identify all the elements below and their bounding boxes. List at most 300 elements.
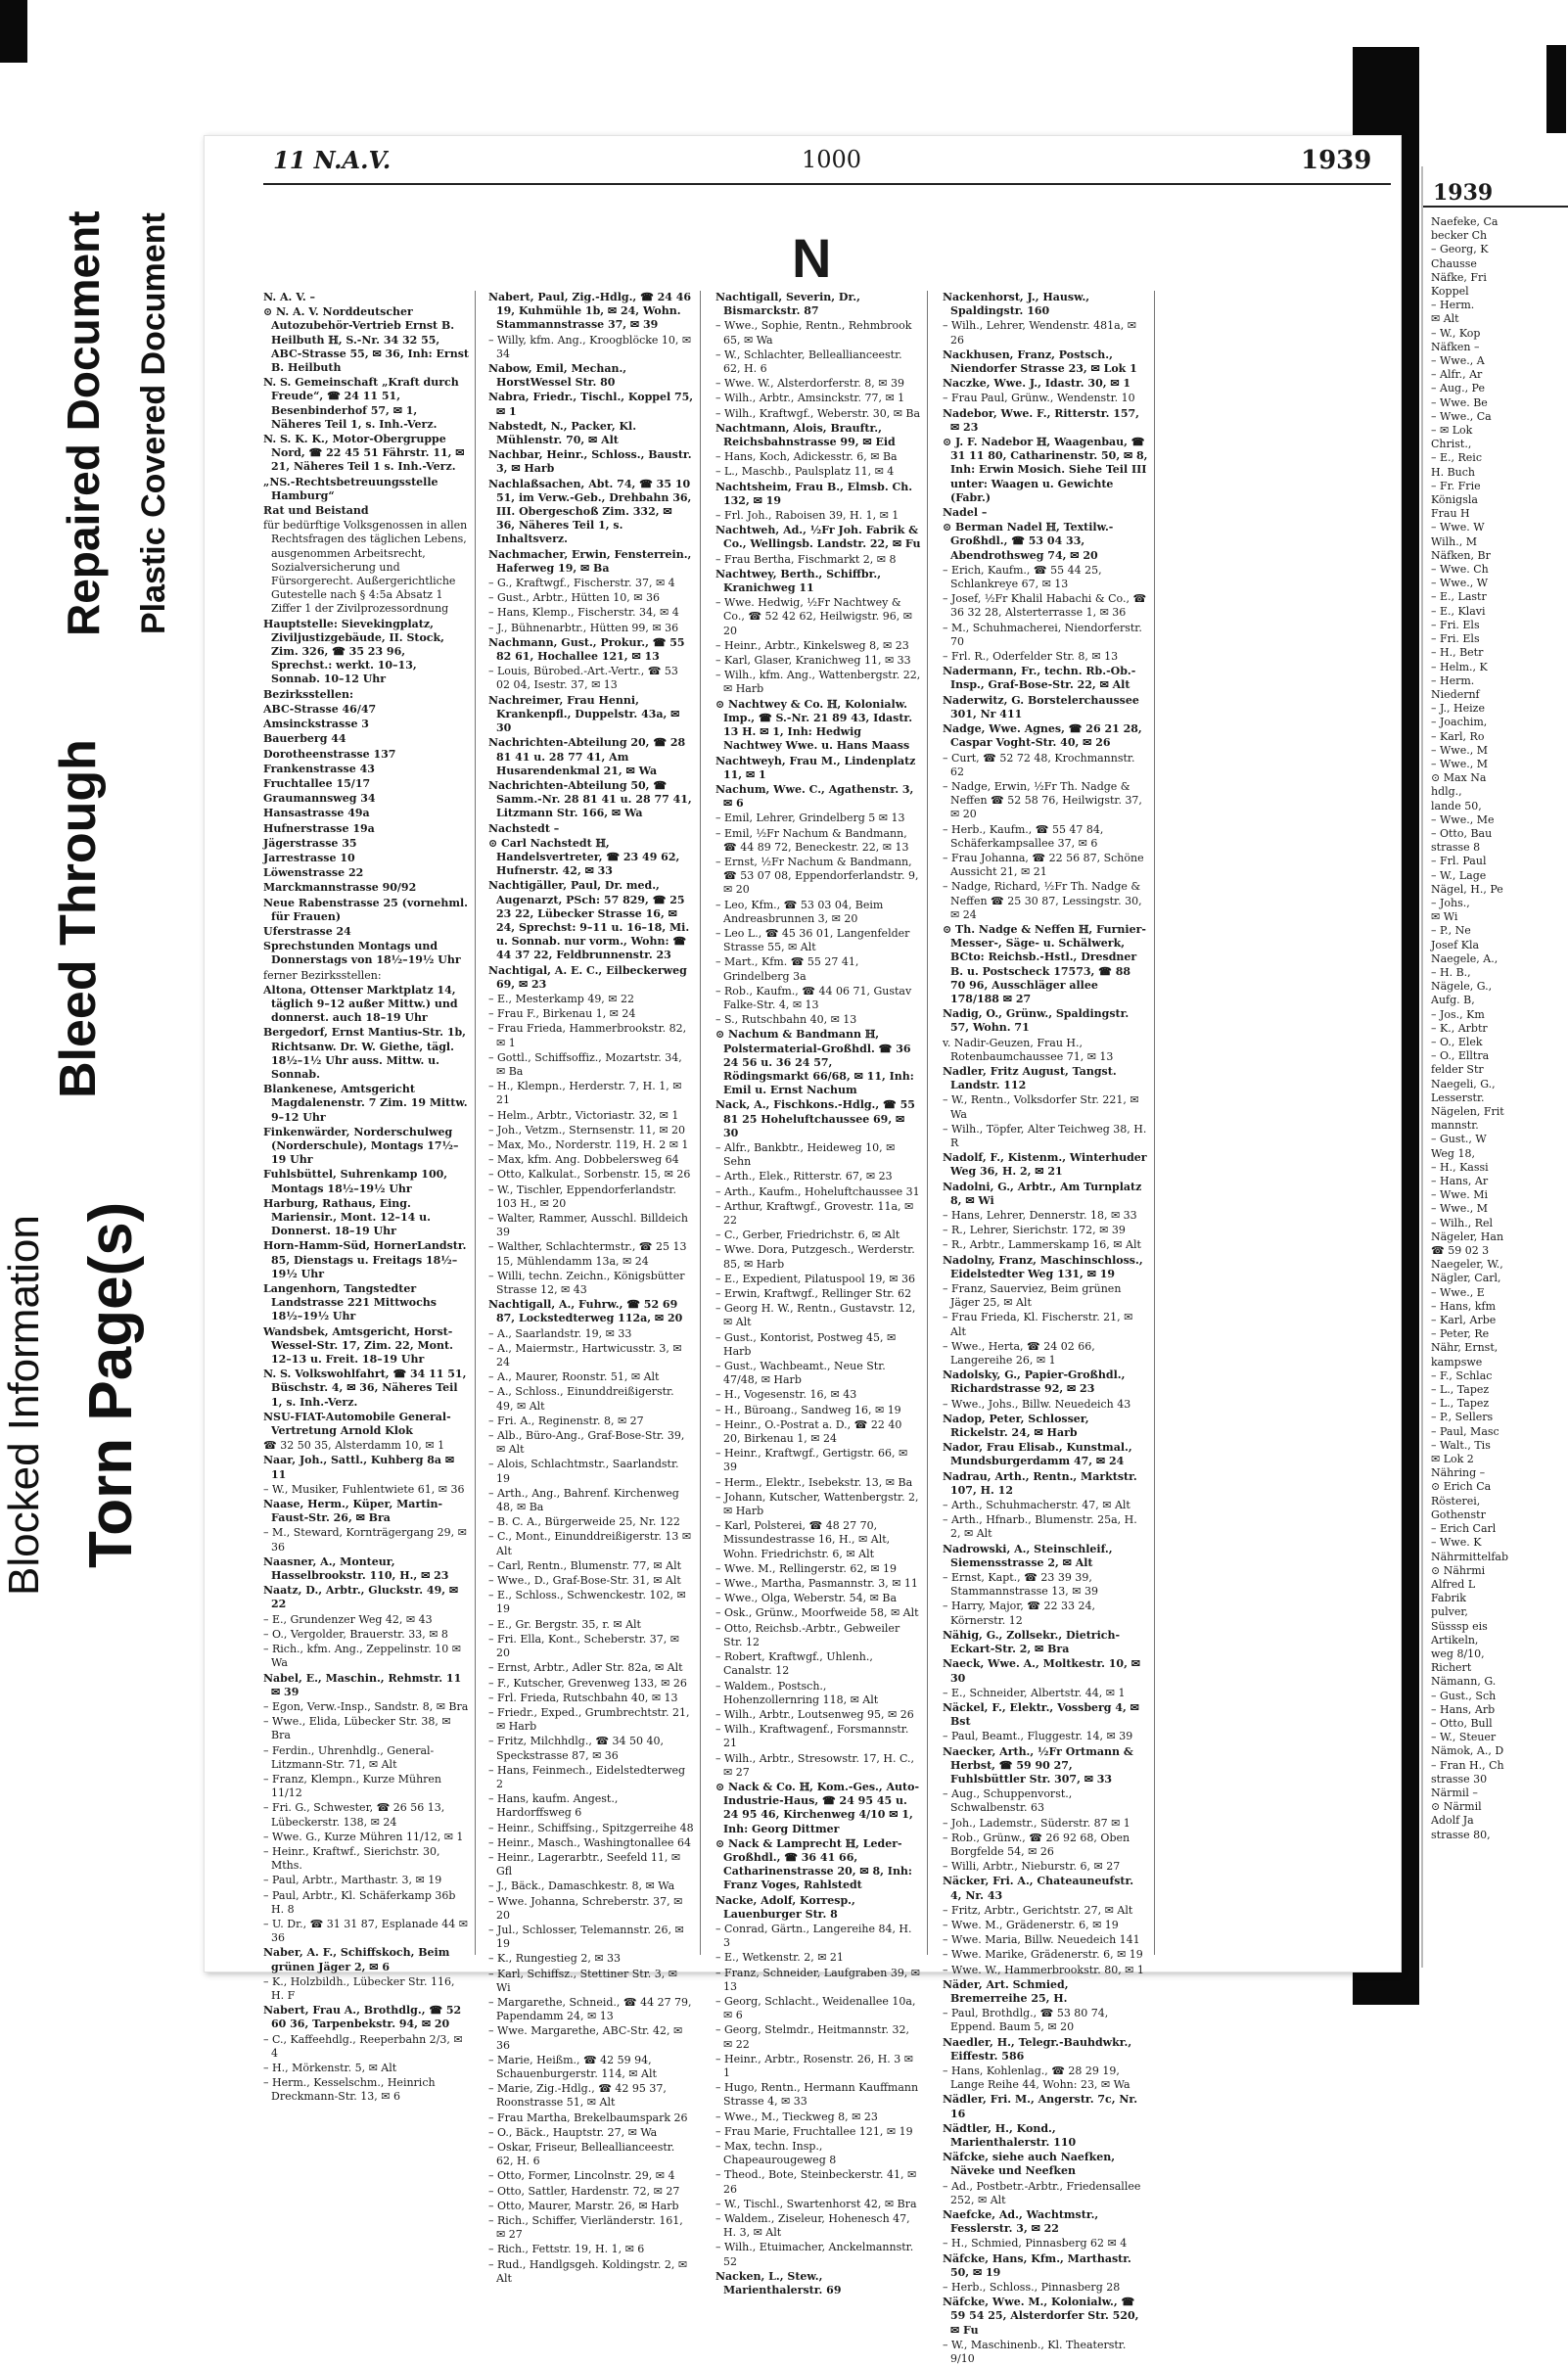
directory-entry: – Wwe. M., Rellingerstr. 62, ✉ 19 bbox=[715, 1561, 898, 1575]
directory-entry: Altona, Ottenser Marktplatz 14, täglich 9–12 außer Mittw.) und donnerst. auch 18–19 Uhr bbox=[263, 983, 458, 1025]
directory-entry: – Osk., Grünw., Moorfweide 58, ✉ Alt bbox=[715, 1606, 919, 1620]
directory-entry: – Egon, Verw.-Insp., Sandstr. 8, ✉ Bra bbox=[263, 1699, 469, 1713]
directory-entry: v. Nadir-Geuzen, Frau H., Rotenbaumchaussee 71, ✉ 13 bbox=[943, 1036, 1114, 1063]
directory-entry: Nachtweyh, Frau M., Lindenplatz 11, ✉ 1 bbox=[715, 754, 916, 781]
directory-entry: Nadig, O., Grünw., Spaldingstr. 57, Wohn. 71 bbox=[943, 1007, 1130, 1035]
directory-entry: – Arth., Hfnarb., Blumenstr. 25a, H. 2, ✉ Alt bbox=[943, 1513, 1137, 1541]
directory-entry: Nador, Frau Elisab., Kunstmal., Mundsburgerdamm 47, ✉ 24 bbox=[943, 1441, 1132, 1468]
directory-entry: Nadge, Wwe. Agnes, ☎ 26 21 28, Caspar Voght-Str. 40, ✉ 26 bbox=[943, 722, 1142, 750]
facing-page-entry: – Frl. Paul bbox=[1431, 855, 1487, 868]
facing-page-entry: – Fr. Frie bbox=[1431, 479, 1481, 492]
facing-page-entry: – Hans, kfm bbox=[1431, 1299, 1497, 1313]
directory-entry: – M., Schuhmacherei, Niendorferstr. 70 bbox=[943, 621, 1142, 648]
directory-entry: – Arth., Schuhmacherstr. 47, ✉ Alt bbox=[943, 1499, 1130, 1512]
directory-entry: Näcker, Fri. A., Chateauneufstr. 4, Nr. 43 bbox=[943, 1875, 1134, 1902]
directory-entry: – Friedr., Exped., Grumbrechtstr. 21, ✉ Harb bbox=[488, 1705, 690, 1734]
directory-entry: Naar, Joh., Sattl., Kuhberg 8a ✉ 11 bbox=[263, 1454, 455, 1481]
directory-entry: – Jul., Schlosser, Telemannstr. 26, ✉ 19 bbox=[488, 1923, 684, 1951]
directory-entry: N. A. V. – bbox=[263, 291, 315, 303]
directory-entry: – U. Dr., ☎ 31 31 87, Esplanade 44 ✉ 36 bbox=[263, 1917, 468, 1945]
directory-entry: – E., Grundenzer Weg 42, ✉ 43 bbox=[263, 1612, 433, 1626]
blocked-information-label: Blocked Information bbox=[0, 1215, 48, 1596]
facing-page-entry: Nämok, A., D bbox=[1431, 1744, 1504, 1758]
directory-entry: – Herm., Kesselschm., Heinrich Dreckmann-Str. 13, ✉ 6 bbox=[263, 2076, 436, 2104]
directory-entry: Naczke, Wwe. J., Idastr. 30, ✉ 1 bbox=[943, 377, 1131, 391]
facing-page-entry: – H. B., bbox=[1431, 965, 1471, 979]
directory-entry: Finkenwärder, Norderschulweg (Norderschule), Montags 17½–19 Uhr bbox=[263, 1125, 459, 1167]
directory-entry: – M., Steward, Kornträgergang 29, ✉ 36 bbox=[263, 1526, 467, 1554]
directory-entry: – Willy, kfm. Ang., Kroogblöcke 10, ✉ 34 bbox=[488, 333, 692, 360]
facing-page-entry: Weg 18, bbox=[1431, 1146, 1475, 1160]
directory-entry: – Franz, Schneider, Laufgraben 39, ✉ 13 bbox=[715, 1966, 921, 1993]
directory-entry: Nachrichten-Abteilung 50, ☎ Samm.-Nr. 28 81 41 u. 28 77 41, Litzmann Str. 166, ✉ Wa bbox=[488, 778, 692, 820]
directory-entry: – Fri. Ella, Kont., Scheberstr. 37, ✉ 20 bbox=[488, 1632, 679, 1660]
directory-entry: Nadebor, Wwe. F., Ritterstr. 157, ✉ 23 bbox=[943, 406, 1140, 434]
directory-entry: Nädler, Fri. M., Angerstr. 7c, Nr. 16 bbox=[943, 2093, 1138, 2120]
directory-entry: N. S. Gemeinschaft „Kraft durch Freude“, ☎ 24 11 51, Besenbinderhof 57, ✉ 1, Näheres Teil 1, s. Inh.-Verz. bbox=[263, 376, 459, 431]
directory-entry: – F., Kutscher, Grevenweg 133, ✉ 26 bbox=[488, 1676, 687, 1690]
facing-page-entry: Nähr, Ernst, bbox=[1431, 1341, 1499, 1355]
directory-entry: Nachstedt – bbox=[488, 821, 560, 835]
directory-entry: für bedürftige Volksgenossen in allen Rechtsfragen des täglichen Lebens, ausgenommen Arbeitsrecht, Sozialversicherung und Fürsorgerecht. Außergerichtliche Gutestelle nach § 4:5a Absatz 1 Ziffer 1 der Zivilprozessordnung bbox=[263, 519, 468, 616]
directory-entry: – Wwe. Marike, Grädenerstr. 6, ✉ 19 bbox=[943, 1948, 1143, 1962]
directory-entry: Nachtwey, Berth., Schiffbr., Kranichweg 11 bbox=[715, 567, 882, 595]
facing-page-entry: – Karl, Arbe bbox=[1431, 1314, 1497, 1327]
facing-page-entry: – Wwe. Mi bbox=[1431, 1188, 1489, 1202]
facing-page-entry: Näfken, Br bbox=[1431, 548, 1491, 562]
directory-entry: Nachlaßsachen, Abt. 74, ☎ 35 10 51, im Verw.-Geb., Drehbahn 36, III. Obergeschoß Zim. 332, ✉ 36, Näheres Teil 1, s. Inhaltsverz. bbox=[488, 477, 692, 546]
directory-entry: – Paul, Brothdlg., ☎ 53 80 74, Eppend. Baum 5, ✉ 20 bbox=[943, 2007, 1109, 2034]
directory-entry: – H., Klempn., Herderstr. 7, H. 1, ✉ 21 bbox=[488, 1080, 682, 1107]
facing-page-entry: – Peter, Re bbox=[1431, 1327, 1490, 1341]
directory-entry: – Nadge, Erwin, ½Fr Th. Nadge & Neffen ☎ 52 58 76, Heilwigstr. 37, ✉ 20 bbox=[943, 779, 1142, 821]
directory-entry: – Georg H. W., Rentn., Gustavstr. 12, ✉ Alt bbox=[715, 1302, 916, 1329]
directory-entry: – Paul, Arbtr., Kl. Schäferkamp 36b H. 8 bbox=[263, 1888, 456, 1916]
directory-entry: Rat und Beistand bbox=[263, 504, 369, 518]
facing-page-entry: – Paul, Masc bbox=[1431, 1424, 1499, 1438]
directory-entry: Nachtweh, Ad., ½Fr Joh. Fabrik & Co., Wellingsb. Landstr. 22, ✉ Fu bbox=[715, 524, 921, 551]
directory-entry: – Hugo, Rentn., Hermann Kauffmann Strasse 4, ✉ 33 bbox=[715, 2081, 919, 2109]
directory-entry: – Frau Frieda, Kl. Fischerstr. 21, ✉ Alt bbox=[943, 1311, 1133, 1338]
facing-page-entry: – Wwe. K bbox=[1431, 1536, 1482, 1550]
facing-page-entry: – Wilh., Rel bbox=[1431, 1216, 1494, 1229]
directory-entry: – Gottl., Schiffsoffiz., Mozartstr. 34, ✉ Ba bbox=[488, 1050, 682, 1078]
directory-entry: Hansastrasse 49a bbox=[263, 807, 370, 820]
directory-entry: Nadolni, G., Arbtr., Am Turnplatz 8, ✉ Wi bbox=[943, 1180, 1142, 1207]
torn-pages-label: Torn Page(s) bbox=[77, 1201, 145, 1568]
facing-page-entry: – W., Steuer bbox=[1431, 1731, 1497, 1744]
directory-entry: – Arth., Ang., Bahrenf. Kirchenweg 48, ✉ Ba bbox=[488, 1486, 679, 1514]
directory-entry: – O., Vergolder, Brauerstr. 33, ✉ 8 bbox=[263, 1627, 448, 1641]
directory-entry: – Hans, Lehrer, Dennerstr. 18, ✉ 33 bbox=[943, 1209, 1137, 1222]
directory-entry: Naefcke, Ad., Wachtmstr., Fesslerstr. 3, ✉ 22 bbox=[943, 2208, 1099, 2236]
directory-entry: ⊙ Th. Nadge & Neffen ℍ, Furnier-Messer-, Säge- u. Schälwerk, BCto: Reichsb.-Hstl., Dresdner B. u. Postscheck 17573, ☎ 88 70 96, Ausschläger allee 178/188 ✉ 27 bbox=[943, 922, 1146, 1005]
directory-entry: Nachmacher, Erwin, Fensterrein., Haferweg 19, ✉ Ba bbox=[488, 547, 692, 575]
facing-page-entry: – W., Kop bbox=[1431, 326, 1481, 340]
directory-entry: – Heinr., Arbtr., Kinkelsweg 8, ✉ 23 bbox=[715, 638, 909, 652]
facing-page-entry: Koppel bbox=[1431, 285, 1469, 299]
directory-entry: – K., Rungestieg 2, ✉ 33 bbox=[488, 1952, 622, 1966]
facing-page-entry: Näfke, Fri bbox=[1431, 270, 1487, 284]
facing-page-entry: Frau H bbox=[1431, 507, 1470, 521]
directory-entry: – Herb., Schloss., Pinnasberg 28 bbox=[943, 2281, 1121, 2295]
directory-entry: – O., Bäck., Hauptstr. 27, ✉ Wa bbox=[488, 2125, 658, 2139]
directory-entry: Naedler, H., Telegr.-Bauhdwkr., Eiffestr. 586 bbox=[943, 2035, 1132, 2063]
directory-entry: Nähig, G., Zollsekr., Dietrich-Eckart-Str. 2, ✉ Bra bbox=[943, 1628, 1121, 1656]
directory-entry: – W., Schlachter, Belleallianceestr. 62, H. 6 bbox=[715, 348, 902, 376]
directory-entry: Nadel – bbox=[943, 506, 988, 520]
facing-page-entry: ✉ Wi bbox=[1431, 910, 1458, 924]
directory-entry: ⊙ Carl Nachstedt ℍ, Handelsvertreter, ☎ 23 49 62, Hufnerstr. 42, ✉ 33 bbox=[488, 836, 680, 878]
directory-entry: – W., Maschinenb., Kl. Theaterstr. 9/10 bbox=[943, 2338, 1127, 2366]
directory-entry: Marckmannstrasse 90/92 bbox=[263, 881, 417, 895]
facing-page-entry: – H., Betr bbox=[1431, 646, 1484, 660]
directory-entry: Nachmann, Gust., Prokur., ☎ 55 82 61, Hochallee 121, ✉ 13 bbox=[488, 635, 685, 664]
directory-entry: – E., Expedient, Pilatuspool 19, ✉ 36 bbox=[715, 1272, 916, 1285]
directory-entry: Nabra, Friedr., Tischl., Koppel 75, ✉ 1 bbox=[488, 391, 694, 418]
directory-entry: – Waldem., Ziseleur, Hohenesch 47, H. 3, ✉ Alt bbox=[715, 2212, 910, 2240]
directory-entry: – G., Kraftwgf., Fischerstr. 37, ✉ 4 bbox=[488, 577, 675, 590]
directory-entry: – Karl, Schiffsz., Stettiner Str. 3, ✉ Wi bbox=[488, 1967, 677, 1994]
directory-entry: – Wilh., Arbtr., Stresowstr. 17, H. C., ✉ 27 bbox=[715, 1751, 915, 1779]
facing-page-rule bbox=[1423, 206, 1568, 208]
directory-entry: – Ernst, ½Fr Nachum & Bandmann, ☎ 53 07 08, Eppendorferlandstr. 9, ✉ 20 bbox=[715, 855, 919, 897]
directory-entry: – H., Mörkenstr. 5, ✉ Alt bbox=[263, 2061, 397, 2074]
facing-page-entry: Nägele, G., bbox=[1431, 980, 1493, 994]
directory-entry: Bezirksstellen: bbox=[263, 687, 354, 701]
facing-page-entry: – Hans, Ar bbox=[1431, 1175, 1489, 1188]
directory-entry: Nachtsheim, Frau B., Elmsb. Ch. 132, ✉ 19 bbox=[715, 480, 913, 507]
directory-entry: – C., Mont., Einunddreißigerstr. 13 ✉ Alt bbox=[488, 1530, 692, 1557]
facing-page-entry: – Jos., Km bbox=[1431, 1007, 1485, 1021]
directory-entry: Löwenstrasse 22 bbox=[263, 866, 364, 880]
facing-page-entry: lande 50, bbox=[1431, 799, 1482, 812]
directory-entry: – Rud., Handlgsgeh. Koldingstr. 2, ✉ Alt bbox=[488, 2257, 688, 2285]
directory-entry: ⊙ Berman Nadel ℍ, Textilw.-Großhdl., ☎ 53 04 33, Abendrothsweg 74, ✉ 20 bbox=[943, 521, 1114, 562]
directory-entry: – Heinr., O.-Postrat a. D., ☎ 22 40 20, Birkenau 1, ✉ 24 bbox=[715, 1417, 902, 1446]
directory-entry: – Aug., Schuppenvorst., Schwalbenstr. 63 bbox=[943, 1787, 1073, 1815]
directory-entry: – Oskar, Friseur, Belleallianceestr. 62, H. 6 bbox=[488, 2141, 675, 2168]
facing-page-entry: – Joachim, bbox=[1431, 716, 1488, 729]
directory-entry: – Wwe., Herta, ☎ 24 02 66, Langereihe 26, ✉ 1 bbox=[943, 1339, 1095, 1368]
directory-entry: – Wwe. M., Grädenerstr. 6, ✉ 19 bbox=[943, 1918, 1119, 1931]
directory-entry: Nabstedt, N., Packer, Kl. Mühlenstr. 70, ✉ Alt bbox=[488, 419, 637, 447]
directory-entry: Näckel, F., Elektr., Vossberg 4, ✉ Bst bbox=[943, 1700, 1139, 1729]
directory-entry: – W., Musiker, Fuhlentwiete 61, ✉ 36 bbox=[263, 1482, 465, 1496]
directory-entry: – Wwe. Dora, Putzgesch., Werderstr. 85, ✉ Harb bbox=[715, 1243, 915, 1271]
directory-entry: – Helm., Arbtr., Victoriastr. 32, ✉ 1 bbox=[488, 1108, 679, 1122]
directory-entry: – Wwe., Martha, Pasmannstr. 3, ✉ 11 bbox=[715, 1577, 918, 1591]
directory-entry: Nadolsky, G., Papier-Großhdl., Richardstrasse 92, ✉ 23 bbox=[943, 1369, 1126, 1396]
facing-page-entry: ⊙ Erich Ca bbox=[1431, 1480, 1492, 1494]
directory-entry: – Otto, Sattler, Hardenstr. 72, ✉ 27 bbox=[488, 2184, 680, 2198]
facing-page-entry: – O., Elltra bbox=[1431, 1049, 1490, 1063]
directory-entry: ⊙ Nachtwey & Co. ℍ, Kolonialw. Imp., ☎ S.-Nr. 21 89 43, Idastr. 13 H. ✉ 1, Inh: Hedwig Nachtwey Wwe. u. Hans Maass bbox=[715, 697, 913, 753]
facing-page-entry: Gothenstr bbox=[1431, 1508, 1486, 1521]
directory-entry: – Conrad, Gärtn., Langereihe 84, H. 3 bbox=[715, 1922, 912, 1950]
directory-entry: – C., Kaffeehdlg., Reeperbahn 2/3, ✉ 4 bbox=[263, 2032, 463, 2060]
facing-page-year: 1939 bbox=[1433, 180, 1494, 206]
directory-entry: – Otto, Kalkulat., Sorbenstr. 15, ✉ 26 bbox=[488, 1168, 691, 1182]
directory-entry: – Frau Martha, Brekelbaumspark 26 bbox=[488, 2111, 688, 2124]
facing-page-entry: – Aug., Pe bbox=[1431, 382, 1485, 395]
facing-page-entry: – Otto, Bau bbox=[1431, 826, 1493, 840]
facing-page-entry: – J., Heize bbox=[1431, 702, 1485, 716]
facing-page-entry: – E., Klavi bbox=[1431, 604, 1486, 618]
column-2 bbox=[488, 291, 701, 2285]
directory-entry: – Willi, techn. Zeichn., Königsbütter Strasse 12, ✉ 43 bbox=[488, 1269, 685, 1297]
directory-entry: Nackhusen, Franz, Postsch., Niendorfer Strasse 23, ✉ Lok 1 bbox=[943, 348, 1137, 376]
directory-entry: – Rob., Kaufm., ☎ 44 06 71, Gustav Falke-Str. 4, ✉ 13 bbox=[715, 984, 912, 1011]
facing-page-entry: – E., Lastr bbox=[1431, 590, 1487, 604]
directory-entry: – Waldem., Postsch., Hohenzollernring 118, ✉ Alt bbox=[715, 1679, 879, 1706]
directory-entry: – Otto, Maurer, Marstr. 26, ✉ Harb bbox=[488, 2199, 679, 2212]
facing-page-entry: Nägelen, Frit bbox=[1431, 1105, 1504, 1118]
directory-entry: – Wwe., Elida, Lübecker Str. 38, ✉ Bra bbox=[263, 1715, 451, 1742]
facing-page-entry: Naegeli, G., bbox=[1431, 1077, 1496, 1090]
directory-entry: Nachtigal, A. E. C., Eilbeckerweg 69, ✉ 23 bbox=[488, 963, 687, 991]
directory-entry: – Gust., Kontorist, Postweg 45, ✉ Harb bbox=[715, 1330, 897, 1358]
facing-page-entry: – Fri. Els bbox=[1431, 632, 1480, 646]
scan-border-right bbox=[1546, 45, 1566, 133]
facing-page-entry: Nägeler, Han bbox=[1431, 1229, 1504, 1243]
facing-page-entry: Lesserstr. bbox=[1431, 1090, 1485, 1104]
facing-page-entry: ✉ Lok 2 bbox=[1431, 1453, 1474, 1466]
facing-page-entry: – Gust., W bbox=[1431, 1133, 1487, 1146]
directory-entry: – Heinr., Masch., Washingtonallee 64 bbox=[488, 1835, 691, 1849]
directory-entry: Fuhlsbüttel, Suhrenkamp 100, Montags 18½–19½ Uhr bbox=[263, 1168, 448, 1195]
facing-page-entry: – Fran H., Ch bbox=[1431, 1758, 1504, 1772]
directory-entry: Nacken, L., Stew., Marienthalerstr. 69 bbox=[715, 2269, 842, 2297]
directory-entry: – L., Maschb., Paulsplatz 11, ✉ 4 bbox=[715, 465, 895, 479]
directory-entry: Bauerberg 44 bbox=[263, 732, 346, 746]
directory-entry: – Wilh., Lehrer, Wendenstr. 481a, ✉ 26 bbox=[943, 319, 1136, 347]
directory-entry: – A., Maiermstr., Hartwicusstr. 3, ✉ 24 bbox=[488, 1341, 682, 1369]
directory-entry: – Herm., Elektr., Isebekstr. 13, ✉ Ba bbox=[715, 1475, 913, 1489]
facing-page-entry: H. Buch bbox=[1431, 465, 1475, 479]
directory-entry: – Frau Bertha, Fischmarkt 2, ✉ 8 bbox=[715, 552, 897, 566]
directory-entry: Naeck, Wwe. A., Moltkestr. 10, ✉ 30 bbox=[943, 1657, 1140, 1685]
header-rule bbox=[263, 183, 1391, 185]
directory-entry: – Wilh., Kraftwagenf., Forsmannstr. 21 bbox=[715, 1723, 909, 1750]
facing-page-entry: – ✉ Lok bbox=[1431, 424, 1473, 438]
directory-entry: – Marie, Zig.-Hdlg., ☎ 42 95 37, Roonstrasse 51, ✉ Alt bbox=[488, 2082, 667, 2110]
directory-entry: – Wilh., kfm. Ang., Wattenbergstr. 22, ✉ Harb bbox=[715, 669, 921, 696]
bleed-through-label: Bleed Through bbox=[50, 739, 107, 1098]
directory-entry: – Ernst, Arbtr., Adler Str. 82a, ✉ Alt bbox=[488, 1661, 683, 1675]
directory-entry: – Frl. Joh., Raboisen 39, H. 1, ✉ 1 bbox=[715, 509, 899, 523]
directory-entry: – J., Bäck., Damaschkestr. 8, ✉ Wa bbox=[488, 1879, 675, 1893]
directory-entry: – Emil, Lehrer, Grindelberg 5 ✉ 13 bbox=[715, 812, 905, 825]
directory-entry: – Margarethe, Schneid., ☎ 44 27 79, Papendamm 24, ✉ 13 bbox=[488, 1995, 692, 2023]
directory-entry: – Karl, Polsterei, ☎ 48 27 70, Missundestrasse 16, H., ✉ Alt, Wohn. Friedrichstr. 6, ✉ Alt bbox=[715, 1519, 891, 1560]
facing-page-entry: strasse 8 bbox=[1431, 841, 1481, 855]
directory-entry: – Emil, ½Fr Nachum & Bandmann, ☎ 44 89 72, Beneckestr. 22, ✉ 13 bbox=[715, 826, 909, 854]
directory-entry: Naderwitz, G. Borstelerchaussee 301, Nr 411 bbox=[943, 693, 1139, 720]
directory-entry: – Fri. A., Reginenstr. 8, ✉ 27 bbox=[488, 1414, 644, 1427]
directory-entry: – Gust., Wachbeamt., Neue Str. 47/48, ✉ Harb bbox=[715, 1360, 886, 1387]
directory-entry: – A., Schloss., Einunddreißigerstr. 49, ✉ Alt bbox=[488, 1385, 674, 1413]
directory-entry: Fruchtallee 15/17 bbox=[263, 776, 371, 790]
directory-entry: – Hans, Kohlenlag., ☎ 28 29 19, Lange Reihe 44, Wohn: 23, ✉ Wa bbox=[943, 2064, 1130, 2092]
directory-entry: – W., Tischler, Eppendorferlandstr. 103 H., ✉ 20 bbox=[488, 1183, 676, 1210]
facing-page-entry: – Wwe., M bbox=[1431, 743, 1488, 757]
directory-entry: – Wwe. W., Alsterdorferstr. 8, ✉ 39 bbox=[715, 377, 904, 391]
directory-entry: – Wilh., Arbtr., Loutsenweg 95, ✉ 26 bbox=[715, 1707, 914, 1721]
directory-entry: – Georg, Stelmdr., Heitmannstr. 32, ✉ 22 bbox=[715, 2023, 910, 2051]
directory-entry: Langenhorn, Tangstedter Landstrasse 221 Mittwochs 18½–19½ Uhr bbox=[263, 1282, 437, 1323]
facing-page-entry: – Wwe., W bbox=[1431, 577, 1489, 590]
directory-entry: Nadolny, Franz, Maschinschloss., Eidelstedter Weg 131, ✉ 19 bbox=[943, 1253, 1143, 1280]
directory-entry: – Max, Mo., Norderstr. 119, H. 2 ✉ 1 bbox=[488, 1137, 689, 1151]
directory-entry: – Frau Johanna, ☎ 22 56 87, Schöne Aussicht 21, ✉ 21 bbox=[943, 851, 1144, 879]
directory-entry: Wandsbek, Amtsgericht, Horst-Wessel-Str. 17, Zim. 22, Mont. 12–13 u. Freit. 18–19 Uhr bbox=[263, 1324, 453, 1367]
directory-entry: – Heinr., Kraftwf., Sierichstr. 30, Mths. bbox=[263, 1844, 440, 1873]
facing-page-entry: Adolf Ja bbox=[1431, 1814, 1474, 1828]
directory-entry: Naber, A. F., Schiffskoch, Beim grünen Jäger 2, ✉ 6 bbox=[263, 1946, 450, 1973]
directory-entry: – Rich., Schiffer, Vierländerstr. 161, ✉ 27 bbox=[488, 2214, 683, 2242]
facing-page-entry: ⊙ Närmil bbox=[1431, 1800, 1482, 1814]
page-number: 1000 bbox=[802, 146, 862, 173]
facing-page-entry: Artikeln, bbox=[1431, 1633, 1479, 1647]
directory-entry: – Erich, Kaufm., ☎ 55 44 25, Schlankreye 67, ✉ 13 bbox=[943, 563, 1102, 591]
directory-entry: „NS.-Rechtsbetreuungsstelle Hamburg“ bbox=[263, 475, 438, 502]
directory-entry: – Georg, Schlacht., Weidenallee 10a, ✉ 6 bbox=[715, 1994, 916, 2022]
facing-page-entry: felder Str bbox=[1431, 1063, 1484, 1077]
facing-page-entry: Naefeke, Ca bbox=[1431, 215, 1499, 228]
directory-entry: Nabel, E., Maschin., Rehmstr. 11 ✉ 39 bbox=[263, 1671, 462, 1698]
directory-entry: – Frau F., Birkenau 1, ✉ 24 bbox=[488, 1007, 636, 1021]
directory-entry: Horn-Hamm-Süd, HornerLandstr. 85, Dienstags u. Freitags 18½–19½ Uhr bbox=[263, 1239, 467, 1280]
directory-entry: – Wilh., Etuimacher, Anckelmannstr. 52 bbox=[715, 2241, 914, 2268]
directory-entry: – Heinr., Schiffsing., Spitzgerreihe 48 bbox=[488, 1821, 694, 1834]
directory-page bbox=[204, 135, 1402, 2366]
directory-entry: – Max, techn. Insp., Chapeaurougeweg 8 bbox=[715, 2140, 837, 2167]
facing-page-entry: Nägler, Carl, bbox=[1431, 1272, 1501, 1285]
facing-page-entry: – Georg, K bbox=[1431, 243, 1489, 256]
directory-entry: Näfcke, Hans, Kfm., Marthastr. 50, ✉ 19 bbox=[943, 2251, 1131, 2279]
directory-entry: Amsinckstrasse 3 bbox=[263, 718, 369, 731]
directory-entry: – Ad., Postbetr.-Arbtr., Friedensallee 252, ✉ Alt bbox=[943, 2179, 1141, 2206]
directory-entry: Nachbar, Heinr., Schloss., Baustr. 3, ✉ Harb bbox=[488, 448, 692, 476]
facing-page-entry: – Wwe. Ch bbox=[1431, 563, 1489, 577]
directory-entry: Naase, Herm., Küper, Martin-Faust-Str. 26, ✉ Bra bbox=[263, 1498, 443, 1525]
facing-page-entry: – Alfr., Ar bbox=[1431, 368, 1483, 382]
facing-page-entry: – F., Schlac bbox=[1431, 1369, 1493, 1382]
facing-page-entry: ✉ Alt bbox=[1431, 312, 1459, 326]
directory-entry: Nackenhorst, J., Hausw., Spaldingstr. 160 bbox=[943, 291, 1090, 318]
facing-page-entry: Süsssp eis bbox=[1431, 1619, 1488, 1633]
facing-page-entry: – Karl, Ro bbox=[1431, 729, 1485, 743]
directory-entry: – Frau Frieda, Hammerbrookstr. 82, ✉ 1 bbox=[488, 1022, 687, 1049]
directory-entry: – Arthur, Kraftwgf., Grovestr. 11a, ✉ 22 bbox=[715, 1199, 914, 1227]
facing-page-entry: – Gust., Sch bbox=[1431, 1689, 1497, 1702]
facing-page-entry: – H., Kassi bbox=[1431, 1160, 1489, 1174]
facing-page-entry: – Herm. bbox=[1431, 299, 1475, 312]
directory-entry: – Carl, Rentn., Blumenstr. 77, ✉ Alt bbox=[488, 1558, 682, 1572]
directory-entry: Naatz, D., Arbtr., Gluckstr. 49, ✉ 22 bbox=[263, 1584, 459, 1611]
directory-entry: Bergedorf, Ernst Mantius-Str. 1b, Richtsanw. Dr. W. Giethe, tägl. 18½–1½ Uhr auss. Mittw. u. Sonnab. bbox=[263, 1026, 466, 1081]
directory-entry: Nabert, Paul, Zig.-Hdlg., ☎ 24 46 19, Kuhmühle 1b, ✉ 24, Wohn. Stammannstrasse 37, ✉ 39 bbox=[488, 291, 692, 332]
directory-entry: – Rich., kfm. Ang., Zeppelinstr. 10 ✉ Wa bbox=[263, 1643, 461, 1670]
directory-entry: ⊙ N. A. V. Norddeutscher Autozubehör-Vertrieb Ernst B. Heilbuth ℍ, S.-Nr. 34 32 55, ABC-Strasse 55, ✉ 36, Inh: Ernst B. Heilbuth bbox=[263, 305, 469, 375]
facing-page-entry: kampswe bbox=[1431, 1355, 1483, 1369]
facing-page-entry: – Wwe., A bbox=[1431, 354, 1485, 368]
directory-entry: – Wwe. Margarethe, ABC-Str. 42, ✉ 36 bbox=[488, 2024, 683, 2052]
directory-entry: – E., Schneider, Albertstr. 44, ✉ 1 bbox=[943, 1686, 1126, 1699]
directory-entry: – Ferdin., Uhrenhdlg., General-Litzmann-Str. 71, ✉ Alt bbox=[263, 1743, 435, 1771]
header-section: 11 N.A.V. bbox=[273, 146, 392, 174]
directory-entry: – Johann, Kutscher, Wattenbergstr. 2, ✉ Harb bbox=[715, 1490, 919, 1518]
directory-entry: – A., Maurer, Roonstr. 51, ✉ Alt bbox=[488, 1370, 660, 1384]
directory-entry: Nabert, Frau A., Brothdlg., ☎ 52 60 36, Tarpenbekstr. 94, ✉ 20 bbox=[263, 2004, 462, 2031]
directory-entry: Graumannsweg 34 bbox=[263, 792, 376, 806]
directory-entry: – W., Tischl., Swartenhorst 42, ✉ Bra bbox=[715, 2197, 917, 2210]
facing-page-entry: Josef Kla bbox=[1431, 938, 1480, 951]
directory-entry: – Hans, kaufm. Angest., Hardorffsweg 6 bbox=[488, 1792, 619, 1820]
directory-entry: – Hans, Feinmech., Eidelstedterweg 2 bbox=[488, 1763, 686, 1790]
directory-entry: Uferstrasse 24 bbox=[263, 924, 351, 938]
directory-entry: – Arth., Elek., Ritterstr. 67, ✉ 23 bbox=[715, 1170, 893, 1183]
directory-entry: Hufnerstrasse 19a bbox=[263, 821, 375, 835]
directory-entry: – Josef, ½Fr Khalil Habachi & Co., ☎ 36 32 28, Alsterterrasse 1, ✉ 36 bbox=[943, 592, 1147, 620]
facing-page-entry: pulver, bbox=[1431, 1605, 1468, 1619]
facing-page-entry: – K., Arbtr bbox=[1431, 1021, 1488, 1035]
directory-entry: – Theod., Bote, Steinbeckerstr. 41, ✉ 26 bbox=[715, 2168, 917, 2196]
directory-entry: – E., Mesterkamp 49, ✉ 22 bbox=[488, 992, 635, 1005]
facing-page-entry: Aufg. B, bbox=[1431, 994, 1475, 1007]
directory-entry: Jarrestrasse 10 bbox=[263, 851, 355, 864]
facing-page-entry: becker Ch bbox=[1431, 229, 1488, 243]
directory-entry: Nachreimer, Frau Henni, Krankenpfl., Duppelstr. 43a, ✉ 30 bbox=[488, 693, 680, 735]
directory-entry: – Marie, Heißm., ☎ 42 59 94, Schauenburgerstr. 114, ✉ Alt bbox=[488, 2053, 657, 2080]
directory-entry: – Heinr., Lagerarbtr., Seefeld 11, ✉ Gfl bbox=[488, 1850, 681, 1879]
directory-entry: – H., Vogesenstr. 16, ✉ 43 bbox=[715, 1388, 857, 1402]
directory-entry: – Wilh., Arbtr., Amsinckstr. 77, ✉ 1 bbox=[715, 392, 905, 405]
directory-entry: ☎ 32 50 35, Alsterdamm 10, ✉ 1 bbox=[263, 1439, 445, 1453]
directory-entry: – Ernst, Kapt., ☎ 23 39 39, Stammannstrasse 13, ✉ 39 bbox=[943, 1571, 1098, 1599]
directory-entry: Nadolf, F., Kistenm., Winterhuder Weg 36, H. 2, ✉ 21 bbox=[943, 1151, 1147, 1179]
facing-page-entry: – O., Elek bbox=[1431, 1035, 1483, 1048]
directory-entry: Harburg, Rathaus, Eing. Mariensir., Mont. 12–14 u. Donnerst. 18–19 Uhr bbox=[263, 1196, 431, 1238]
directory-entry: – Max, kfm. Ang. Dobbelersweg 64 bbox=[488, 1153, 679, 1167]
facing-page-entry: Närmil – bbox=[1431, 1786, 1478, 1799]
facing-page-entry: – L., Tapez bbox=[1431, 1397, 1490, 1411]
directory-entry: ⊙ Nack & Lamprecht ℍ, Leder-Großhdl., ☎ 36 41 66, Catharinenstrasse 20, ✉ 8, Inh: Franz Voges, Rahlstedt bbox=[715, 1836, 912, 1892]
directory-entry: – Erwin, Kraftwgf., Rellinger Str. 62 bbox=[715, 1287, 912, 1301]
directory-entry: Näder, Art. Schmied, Bremerreihe 25, H. bbox=[943, 1977, 1069, 2005]
column-3 bbox=[715, 291, 928, 2297]
facing-page-entry: – Herm. bbox=[1431, 673, 1475, 687]
column-1 bbox=[263, 291, 476, 2104]
facing-page-entry: hdlg., bbox=[1431, 785, 1462, 799]
directory-entry: – Frl. Frieda, Rutschbahn 40, ✉ 13 bbox=[488, 1691, 678, 1704]
directory-entry: – Hans, Klemp., Fischerstr. 34, ✉ 4 bbox=[488, 606, 679, 620]
facing-page-entry: – Wwe., Me bbox=[1431, 812, 1495, 826]
facing-page-entry: Rösterei, bbox=[1431, 1494, 1481, 1508]
directory-entry: – Willi, Arbtr., Nieburstr. 6, ✉ 27 bbox=[943, 1860, 1121, 1874]
directory-entry: – R., Arbtr., Lammerskamp 16, ✉ Alt bbox=[943, 1238, 1141, 1252]
directory-entry: – Frau Paul, Grünw., Wendenstr. 10 bbox=[943, 392, 1135, 405]
directory-entry: – H., Büroang., Sandweg 16, ✉ 19 bbox=[715, 1403, 901, 1416]
directory-entry: Jägerstrasse 35 bbox=[263, 836, 357, 850]
directory-entry: – A., Saarlandstr. 19, ✉ 33 bbox=[488, 1326, 632, 1340]
directory-entry: Nachtigäller, Paul, Dr. med., Augenarzt, PSch: 57 829, ☎ 25 23 22, Lübecker Strasse 16, ✉ 24, Sprechst: 9–11 u. 16–18, Mi. u. Sonnab. nur vorm., Wohn: ☎ 44 37 22, Feldbrunnenstr. 23 bbox=[488, 879, 690, 962]
directory-entry: – Wwe., Olga, Weberstr. 54, ✉ Ba bbox=[715, 1592, 898, 1605]
facing-page-entry: – P., Ne bbox=[1431, 924, 1471, 938]
directory-entry: – S., Rutschbahn 40, ✉ 13 bbox=[715, 1013, 857, 1027]
directory-entry: – K., Holzbildh., Lübecker Str. 116, H. F bbox=[263, 1974, 455, 2002]
